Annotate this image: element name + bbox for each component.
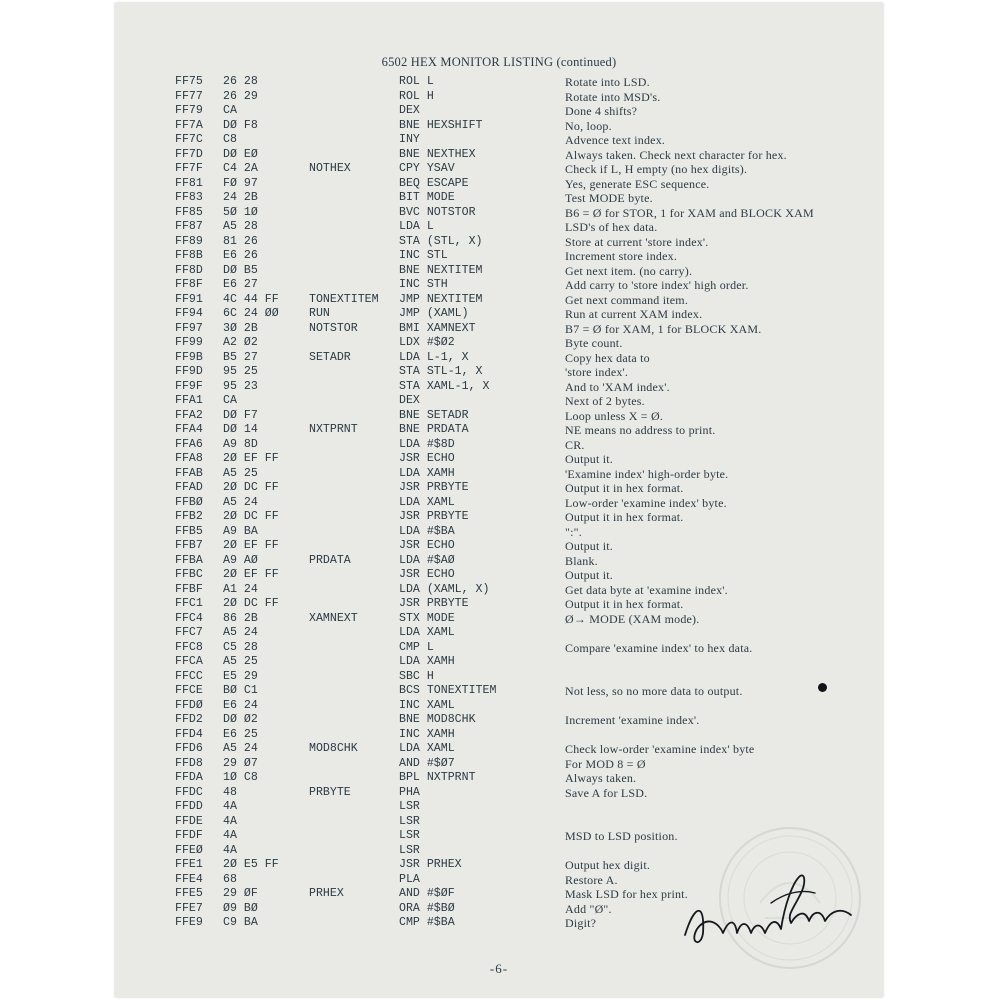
listing-row bbox=[115, 104, 883, 119]
machine-code-cell: 29 Ø7 bbox=[223, 756, 258, 770]
comment-cell: Get data byte at 'examine index'. bbox=[565, 582, 728, 597]
address-cell: FFA2 bbox=[175, 408, 203, 422]
comment-cell: Rotate into LSD. bbox=[565, 75, 650, 89]
instruction-cell: LDA #$8D bbox=[399, 437, 455, 451]
comment-cell: Compare 'examine index' to hex data. bbox=[565, 640, 753, 655]
instruction-cell: STA STL-1, X bbox=[399, 365, 483, 378]
label-cell: SETADR bbox=[309, 350, 351, 364]
instruction-cell: LDA XAML bbox=[399, 626, 455, 639]
instruction-cell: LDA XAML bbox=[399, 495, 455, 509]
instruction-cell: CMP #$BA bbox=[399, 916, 455, 929]
machine-code-cell: 2Ø EF FF bbox=[223, 452, 279, 465]
page-number: -6- bbox=[489, 961, 509, 976]
comment-cell: Not less, so no more data to output. bbox=[565, 684, 743, 698]
address-cell: FFB2 bbox=[175, 510, 203, 523]
comment-cell: Output it. bbox=[565, 539, 614, 553]
listing-row bbox=[115, 162, 883, 177]
machine-code-cell: 4A bbox=[223, 814, 237, 828]
listing-row bbox=[115, 786, 883, 801]
address-cell: FF8D bbox=[175, 263, 203, 277]
address-cell: FFE9 bbox=[175, 916, 203, 929]
listing-row bbox=[115, 75, 883, 90]
comment-cell: Increment store index. bbox=[565, 249, 678, 263]
address-cell: FF85 bbox=[175, 205, 203, 219]
comment-cell: 'store index'. bbox=[565, 365, 629, 379]
instruction-cell: LSR bbox=[399, 800, 420, 813]
machine-code-cell: B5 27 bbox=[223, 350, 258, 364]
comment-cell: Increment 'examine index'. bbox=[565, 713, 700, 727]
comment-cell: Run at current XAM index. bbox=[565, 307, 703, 321]
comment-cell: Byte count. bbox=[565, 336, 623, 350]
machine-code-cell: 2Ø DC FF bbox=[223, 481, 279, 494]
machine-code-cell: A5 24 bbox=[223, 626, 258, 639]
comment-cell: Output it. bbox=[565, 568, 614, 582]
comment-cell: 'Examine index' high-order byte. bbox=[565, 466, 729, 481]
instruction-cell: LDA L-1, X bbox=[399, 350, 469, 364]
listing-row bbox=[115, 670, 883, 685]
comment-cell: Output it in hex format. bbox=[565, 481, 684, 495]
instruction-cell: BNE SETADR bbox=[399, 408, 469, 422]
listing-row bbox=[115, 771, 883, 786]
instruction-cell: JSR PRBYTE bbox=[399, 510, 469, 523]
address-cell: FFDA bbox=[175, 771, 203, 784]
comment-cell: Check low-order 'examine index' byte bbox=[565, 742, 755, 756]
address-cell: FFE7 bbox=[175, 901, 203, 915]
machine-code-cell: BØ C1 bbox=[223, 684, 258, 697]
address-cell: FFC7 bbox=[175, 626, 203, 639]
machine-code-cell: C5 28 bbox=[223, 640, 258, 654]
instruction-cell: BNE NEXTHEX bbox=[399, 147, 476, 161]
label-cell: RUN bbox=[309, 307, 330, 320]
label-cell: TONEXTITEM bbox=[309, 292, 379, 306]
address-cell: FFE1 bbox=[175, 858, 203, 871]
instruction-cell: LDX #$Ø2 bbox=[399, 336, 455, 349]
comment-cell: Add "Ø". bbox=[565, 901, 612, 916]
machine-code-cell: A9 BA bbox=[223, 524, 258, 538]
machine-code-cell: A2 Ø2 bbox=[223, 336, 258, 349]
address-cell: FFBF bbox=[175, 582, 203, 596]
instruction-cell: JSR ECHO bbox=[399, 452, 455, 465]
address-cell: FFCC bbox=[175, 669, 203, 683]
machine-code-cell: DØ F8 bbox=[223, 118, 258, 132]
machine-code-cell: DØ F7 bbox=[223, 408, 258, 422]
label-cell: PRHEX bbox=[309, 887, 344, 900]
address-cell: FFDC bbox=[175, 785, 203, 799]
comment-cell: Store at current 'store index'. bbox=[565, 234, 709, 249]
instruction-cell: PHA bbox=[399, 785, 420, 799]
instruction-cell: JMP (XAML) bbox=[399, 307, 469, 320]
address-cell: FF8B bbox=[175, 249, 203, 262]
comment-cell: Save A for LSD. bbox=[565, 785, 648, 800]
comment-cell: Loop unless X = Ø. bbox=[565, 408, 664, 423]
instruction-cell: LDA (XAML, X) bbox=[399, 582, 490, 596]
listing-row bbox=[115, 525, 883, 540]
listing-row bbox=[115, 438, 883, 453]
listing-row bbox=[115, 496, 883, 511]
address-cell: FF9B bbox=[175, 350, 203, 364]
machine-code-cell: CA bbox=[223, 394, 237, 407]
listing-row bbox=[115, 380, 883, 395]
listing-row bbox=[115, 641, 883, 656]
instruction-cell: ROL L bbox=[399, 75, 434, 88]
address-cell: FF7C bbox=[175, 133, 203, 146]
machine-code-cell: E5 29 bbox=[223, 669, 258, 683]
machine-code-cell: A1 24 bbox=[223, 582, 258, 596]
listing-row bbox=[115, 220, 883, 235]
label-cell: PRDATA bbox=[309, 553, 351, 567]
machine-code-cell: A9 8D bbox=[223, 437, 258, 451]
instruction-cell: ROL H bbox=[399, 89, 434, 103]
machine-code-cell: A5 24 bbox=[223, 742, 258, 755]
instruction-cell: LDA #$BA bbox=[399, 524, 455, 538]
instruction-cell: BCS TONEXTITEM bbox=[399, 684, 497, 697]
address-cell: FF87 bbox=[175, 220, 203, 233]
comment-cell: Low-order 'examine index' byte. bbox=[565, 495, 727, 510]
listing-row bbox=[115, 423, 883, 438]
comment-cell: Get next command item. bbox=[565, 292, 689, 307]
machine-code-cell: 26 28 bbox=[223, 75, 258, 88]
instruction-cell: SBC H bbox=[399, 669, 434, 683]
machine-code-cell: E6 26 bbox=[223, 249, 258, 262]
machine-code-cell: A5 25 bbox=[223, 466, 258, 480]
address-cell: FF79 bbox=[175, 104, 203, 117]
listing-row bbox=[115, 612, 883, 627]
address-cell: FFDF bbox=[175, 829, 203, 842]
address-cell: FFE4 bbox=[175, 872, 203, 886]
address-cell: FFBA bbox=[175, 553, 203, 567]
address-cell: FFC8 bbox=[175, 640, 203, 654]
label-cell: NXTPRNT bbox=[309, 423, 358, 436]
instruction-cell: INY bbox=[399, 133, 420, 146]
machine-code-cell: E6 27 bbox=[223, 278, 258, 291]
instruction-cell: LDA XAML bbox=[399, 742, 455, 755]
address-cell: FFC1 bbox=[175, 597, 203, 610]
instruction-cell: JSR PRBYTE bbox=[399, 597, 469, 610]
address-cell: FFBC bbox=[175, 568, 203, 581]
listing-title: 6502 HEX MONITOR LISTING (continued) bbox=[381, 55, 617, 69]
instruction-cell: LSR bbox=[399, 829, 420, 842]
comment-cell: Blank. bbox=[565, 553, 598, 568]
machine-code-cell: 24 2B bbox=[223, 191, 258, 204]
comment-cell: CR. bbox=[565, 437, 585, 452]
comment-cell: And to 'XAM index'. bbox=[565, 379, 670, 394]
machine-code-cell: 48 bbox=[223, 785, 237, 799]
comment-cell: Test MODE byte. bbox=[565, 191, 653, 205]
comment-cell: Output it in hex format. bbox=[565, 510, 684, 524]
label-cell: XAMNEXT bbox=[309, 611, 358, 625]
machine-code-cell: 3Ø 2B bbox=[223, 321, 258, 335]
address-cell: FFAD bbox=[175, 481, 203, 494]
instruction-cell: LDA XAMH bbox=[399, 655, 455, 668]
machine-code-cell: 6C 24 ØØ bbox=[223, 307, 279, 320]
listing-row bbox=[115, 655, 883, 670]
address-cell: FF9D bbox=[175, 365, 203, 378]
comment-cell: ":". bbox=[565, 524, 582, 539]
listing-row bbox=[115, 597, 883, 612]
comment-cell: Rotate into MSD's. bbox=[565, 89, 661, 104]
address-cell: FFE5 bbox=[175, 887, 203, 900]
listing-row bbox=[115, 177, 883, 192]
listing-row bbox=[115, 249, 883, 264]
comment-cell: Done 4 shifts? bbox=[565, 104, 638, 118]
comment-cell: NE means no address to print. bbox=[565, 423, 716, 437]
instruction-cell: BNE NEXTITEM bbox=[399, 263, 483, 277]
machine-code-cell: DØ B5 bbox=[223, 263, 258, 277]
machine-code-cell: 5Ø 1Ø bbox=[223, 205, 258, 219]
listing-row bbox=[115, 467, 883, 482]
instruction-cell: STA (STL, X) bbox=[399, 234, 483, 248]
comment-cell: MSD to LSD position. bbox=[565, 829, 678, 843]
address-cell: FFDØ bbox=[175, 698, 203, 712]
listing-row bbox=[115, 481, 883, 496]
listing-row bbox=[115, 757, 883, 772]
comment-cell: Get next item. (no carry). bbox=[565, 263, 693, 278]
instruction-cell: BEQ ESCAPE bbox=[399, 176, 469, 190]
instruction-cell: ORA #$BØ bbox=[399, 901, 455, 915]
comment-cell: Always taken. Check next character for hex. bbox=[565, 147, 787, 162]
listing-row bbox=[115, 336, 883, 351]
instruction-cell: JSR PRHEX bbox=[399, 858, 462, 871]
listing-row bbox=[115, 264, 883, 279]
label-cell: MOD8CHK bbox=[309, 742, 358, 755]
machine-code-cell: 2Ø EF FF bbox=[223, 568, 279, 581]
machine-code-cell: 2Ø DC FF bbox=[223, 510, 279, 523]
address-cell: FFD6 bbox=[175, 742, 203, 755]
instruction-cell: JSR ECHO bbox=[399, 568, 455, 581]
machine-code-cell: 81 26 bbox=[223, 234, 258, 248]
machine-code-cell: A5 28 bbox=[223, 220, 258, 233]
instruction-cell: INC STL bbox=[399, 249, 448, 262]
machine-code-cell: DØ Ø2 bbox=[223, 713, 258, 726]
instruction-cell: BVC NOTSTOR bbox=[399, 205, 476, 219]
machine-code-cell: E6 24 bbox=[223, 698, 258, 712]
comment-cell: Yes, generate ESC sequence. bbox=[565, 176, 710, 191]
comment-cell: Output it. bbox=[565, 452, 614, 466]
listing-row bbox=[115, 394, 883, 409]
comment-cell: B6 = Ø for STOR, 1 for XAM and BLOCK XAM bbox=[565, 205, 814, 220]
address-cell: FFD8 bbox=[175, 756, 203, 770]
machine-code-cell: C4 2A bbox=[223, 162, 258, 175]
handwritten-signature-icon bbox=[675, 863, 865, 953]
document-page bbox=[115, 3, 883, 997]
address-cell: FFBØ bbox=[175, 495, 203, 509]
machine-code-cell: 29 ØF bbox=[223, 887, 258, 900]
address-cell: FF81 bbox=[175, 176, 203, 190]
instruction-cell: AND #$ØF bbox=[399, 887, 455, 900]
machine-code-cell: 1Ø C8 bbox=[223, 771, 258, 784]
ink-spot bbox=[818, 683, 827, 692]
listing-row bbox=[115, 568, 883, 583]
comment-cell: Output it in hex format. bbox=[565, 597, 684, 611]
instruction-cell: BNE HEXSHIFT bbox=[399, 118, 483, 132]
label-cell: NOTHEX bbox=[309, 162, 351, 175]
comment-cell: Mask LSD for hex print. bbox=[565, 887, 688, 901]
machine-code-cell: A5 25 bbox=[223, 655, 258, 668]
listing-row bbox=[115, 365, 883, 380]
address-cell: FF9F bbox=[175, 379, 203, 393]
listing-row bbox=[115, 409, 883, 424]
address-cell: FFA4 bbox=[175, 423, 203, 436]
address-cell: FF75 bbox=[175, 75, 203, 88]
machine-code-cell: DØ EØ bbox=[223, 147, 258, 161]
instruction-cell: LSR bbox=[399, 843, 420, 857]
comment-cell: Ø→ MODE (XAM mode). bbox=[565, 611, 700, 626]
comment-cell: Restore A. bbox=[565, 872, 618, 887]
instruction-cell: INC STH bbox=[399, 278, 448, 291]
instruction-cell: STA XAML-1, X bbox=[399, 379, 490, 393]
machine-code-cell: 68 bbox=[223, 872, 237, 886]
machine-code-cell: A5 24 bbox=[223, 495, 258, 509]
comment-cell: Next of 2 bytes. bbox=[565, 394, 645, 408]
instruction-cell: BPL NXTPRNT bbox=[399, 771, 476, 784]
instruction-cell: LDA XAMH bbox=[399, 466, 455, 480]
machine-code-cell: 95 25 bbox=[223, 365, 258, 378]
address-cell: FFC4 bbox=[175, 611, 203, 625]
listing-row bbox=[115, 539, 883, 554]
label-cell: NOTSTOR bbox=[309, 321, 358, 335]
address-cell: FF8F bbox=[175, 278, 203, 291]
machine-code-cell: A9 AØ bbox=[223, 553, 258, 567]
instruction-cell: STX MODE bbox=[399, 611, 455, 625]
comment-cell: Advence text index. bbox=[565, 133, 666, 147]
instruction-cell: BNE PRDATA bbox=[399, 423, 469, 436]
listing-row bbox=[115, 742, 883, 757]
instruction-cell: INC XAMH bbox=[399, 727, 455, 741]
listing-row bbox=[115, 133, 883, 148]
address-cell: FFEØ bbox=[175, 843, 203, 857]
instruction-cell: JSR ECHO bbox=[399, 539, 455, 552]
machine-code-cell: 4A bbox=[223, 800, 237, 813]
comment-cell: Output hex digit. bbox=[565, 858, 651, 872]
machine-code-cell: 4A bbox=[223, 843, 237, 857]
machine-code-cell: 4A bbox=[223, 829, 237, 842]
listing-row bbox=[115, 351, 883, 366]
listing-row bbox=[115, 452, 883, 467]
machine-code-cell: 95 23 bbox=[223, 379, 258, 393]
comment-cell: LSD's of hex data. bbox=[565, 220, 658, 234]
listing-row bbox=[115, 191, 883, 206]
listing-row bbox=[115, 119, 883, 134]
address-cell: FFA8 bbox=[175, 452, 203, 465]
machine-code-cell: 2Ø EF FF bbox=[223, 539, 279, 552]
listing-row bbox=[115, 278, 883, 293]
listing-row bbox=[115, 583, 883, 598]
instruction-cell: AND #$Ø7 bbox=[399, 756, 455, 770]
address-cell: FFD4 bbox=[175, 727, 203, 741]
machine-code-cell: 86 2B bbox=[223, 611, 258, 625]
machine-code-cell: C9 BA bbox=[223, 916, 258, 929]
listing-row bbox=[115, 554, 883, 569]
machine-code-cell: 2Ø DC FF bbox=[223, 597, 279, 610]
address-cell: FF99 bbox=[175, 336, 203, 349]
address-cell: FF7D bbox=[175, 147, 203, 161]
instruction-cell: CPY YSAV bbox=[399, 162, 455, 175]
address-cell: FF97 bbox=[175, 321, 203, 335]
instruction-cell: PLA bbox=[399, 872, 420, 886]
instruction-cell: DEX bbox=[399, 104, 420, 117]
instruction-cell: LDA L bbox=[399, 220, 434, 233]
machine-code-cell: C8 bbox=[223, 133, 237, 146]
label-cell: PRBYTE bbox=[309, 785, 351, 799]
instruction-cell: JMP NEXTITEM bbox=[399, 292, 483, 306]
machine-code-cell: 4C 44 FF bbox=[223, 292, 279, 306]
instruction-cell: BIT MODE bbox=[399, 191, 455, 204]
comment-cell: No, loop. bbox=[565, 118, 612, 133]
listing-row bbox=[115, 800, 883, 815]
address-cell: FFA1 bbox=[175, 394, 203, 407]
address-cell: FF91 bbox=[175, 292, 203, 306]
address-cell: FFCA bbox=[175, 655, 203, 668]
comment-cell: Check if L, H empty (no hex digits). bbox=[565, 162, 748, 176]
address-cell: FFDE bbox=[175, 814, 203, 828]
listing-row bbox=[115, 713, 883, 728]
machine-code-cell: E6 25 bbox=[223, 727, 258, 741]
instruction-cell: CMP L bbox=[399, 640, 434, 654]
comment-cell: Copy hex data to bbox=[565, 350, 650, 365]
address-cell: FF94 bbox=[175, 307, 203, 320]
address-cell: FF77 bbox=[175, 89, 203, 103]
instruction-cell: DEX bbox=[399, 394, 420, 407]
comment-cell: Digit? bbox=[565, 916, 597, 930]
instruction-cell: LDA #$AØ bbox=[399, 553, 455, 567]
machine-code-cell: CA bbox=[223, 104, 237, 117]
listing-row bbox=[115, 293, 883, 308]
address-cell: FFB7 bbox=[175, 539, 203, 552]
address-cell: FFB5 bbox=[175, 524, 203, 538]
listing-row bbox=[115, 728, 883, 743]
machine-code-cell: 2Ø E5 FF bbox=[223, 858, 279, 871]
listing-row bbox=[115, 510, 883, 525]
listing-row bbox=[115, 90, 883, 105]
instruction-cell: INC XAML bbox=[399, 698, 455, 712]
instruction-cell: LSR bbox=[399, 814, 420, 828]
machine-code-cell: Ø9 BØ bbox=[223, 901, 258, 915]
address-cell: FFDD bbox=[175, 800, 203, 813]
address-cell: FFCE bbox=[175, 684, 203, 697]
machine-code-cell: 26 29 bbox=[223, 89, 258, 103]
listing-row bbox=[115, 322, 883, 337]
listing-row bbox=[115, 235, 883, 250]
listing-row bbox=[115, 307, 883, 322]
comment-cell: Add carry to 'store index' high order. bbox=[565, 278, 749, 292]
machine-code-cell: DØ 14 bbox=[223, 423, 258, 436]
address-cell: FFD2 bbox=[175, 713, 203, 726]
address-cell: FF7A bbox=[175, 118, 203, 132]
listing-row bbox=[115, 148, 883, 163]
instruction-cell: BNE MOD8CHK bbox=[399, 713, 476, 726]
address-cell: FF83 bbox=[175, 191, 203, 204]
comment-cell: B7 = Ø for XAM, 1 for BLOCK XAM. bbox=[565, 321, 762, 336]
address-cell: FFAB bbox=[175, 466, 203, 480]
comment-cell: Always taken. bbox=[565, 771, 637, 785]
listing-row bbox=[115, 684, 883, 699]
instruction-cell: BMI XAMNEXT bbox=[399, 321, 476, 335]
machine-code-cell: FØ 97 bbox=[223, 176, 258, 190]
address-cell: FFA6 bbox=[175, 437, 203, 451]
instruction-cell: JSR PRBYTE bbox=[399, 481, 469, 494]
listing-row bbox=[115, 699, 883, 714]
listing-row bbox=[115, 206, 883, 221]
listing-row bbox=[115, 626, 883, 641]
address-cell: FF89 bbox=[175, 234, 203, 248]
comment-cell: For MOD 8 = Ø bbox=[565, 756, 646, 771]
address-cell: FF7F bbox=[175, 162, 203, 175]
